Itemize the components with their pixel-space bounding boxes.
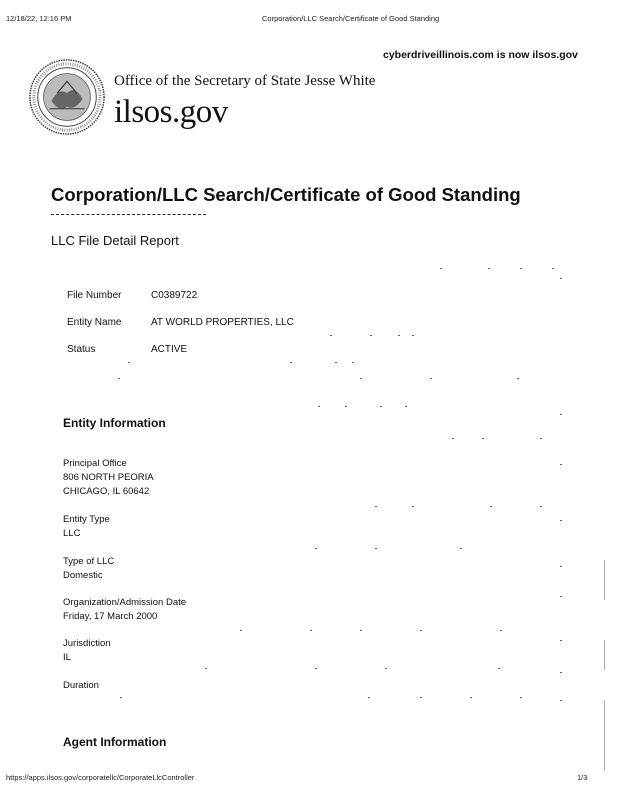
- status-label: Status: [67, 344, 96, 355]
- report-title: LLC File Detail Report: [51, 233, 179, 248]
- principal-office-label: Principal Office: [63, 458, 127, 469]
- print-title: Corporation/LLC Search/Certificate of Good Standing: [262, 14, 440, 23]
- principal-office-line2: CHICAGO, IL 60642: [63, 486, 150, 497]
- brand-logo[interactable]: ilsos.gov: [114, 94, 228, 130]
- entity-name-label: Entity Name: [67, 317, 122, 328]
- admission-date-label: Organization/Admission Date: [63, 597, 187, 608]
- footer-url: https://apps.ilsos.gov/corporatellc/CorporateLlcController: [6, 773, 195, 782]
- type-of-llc-label: Type of LLC: [63, 556, 115, 567]
- file-number-label: File Number: [67, 290, 122, 301]
- footer-page-number: 1/3: [577, 773, 588, 782]
- title-divider: [51, 214, 206, 215]
- domain-notice: cyberdriveillinois.com is now ilsos.gov: [383, 49, 578, 61]
- print-date: 12/18/22, 12:16 PM: [6, 14, 72, 23]
- agent-information-heading: Agent Information: [63, 735, 167, 749]
- status-value: ACTIVE: [151, 344, 188, 355]
- file-number-value: C0389722: [151, 290, 198, 301]
- principal-office-line1: 806 NORTH PEORIA: [63, 472, 154, 483]
- entity-information-heading: Entity Information: [63, 416, 166, 430]
- duration-label: Duration: [63, 680, 99, 691]
- office-title: Office of the Secretary of State Jesse White: [114, 73, 376, 89]
- state-seal-icon: [28, 58, 106, 136]
- type-of-llc-value: Domestic: [63, 570, 103, 581]
- entity-name-value: AT WORLD PROPERTIES, LLC: [151, 317, 294, 328]
- page-title: Corporation/LLC Search/Certificate of Good Standing: [51, 184, 521, 205]
- admission-date-value: Friday, 17 March 2000: [63, 611, 158, 622]
- entity-type-value: LLC: [63, 528, 81, 539]
- jurisdiction-label: Jurisdiction: [63, 638, 111, 649]
- entity-type-label: Entity Type: [63, 514, 110, 525]
- jurisdiction-value: IL: [63, 652, 71, 663]
